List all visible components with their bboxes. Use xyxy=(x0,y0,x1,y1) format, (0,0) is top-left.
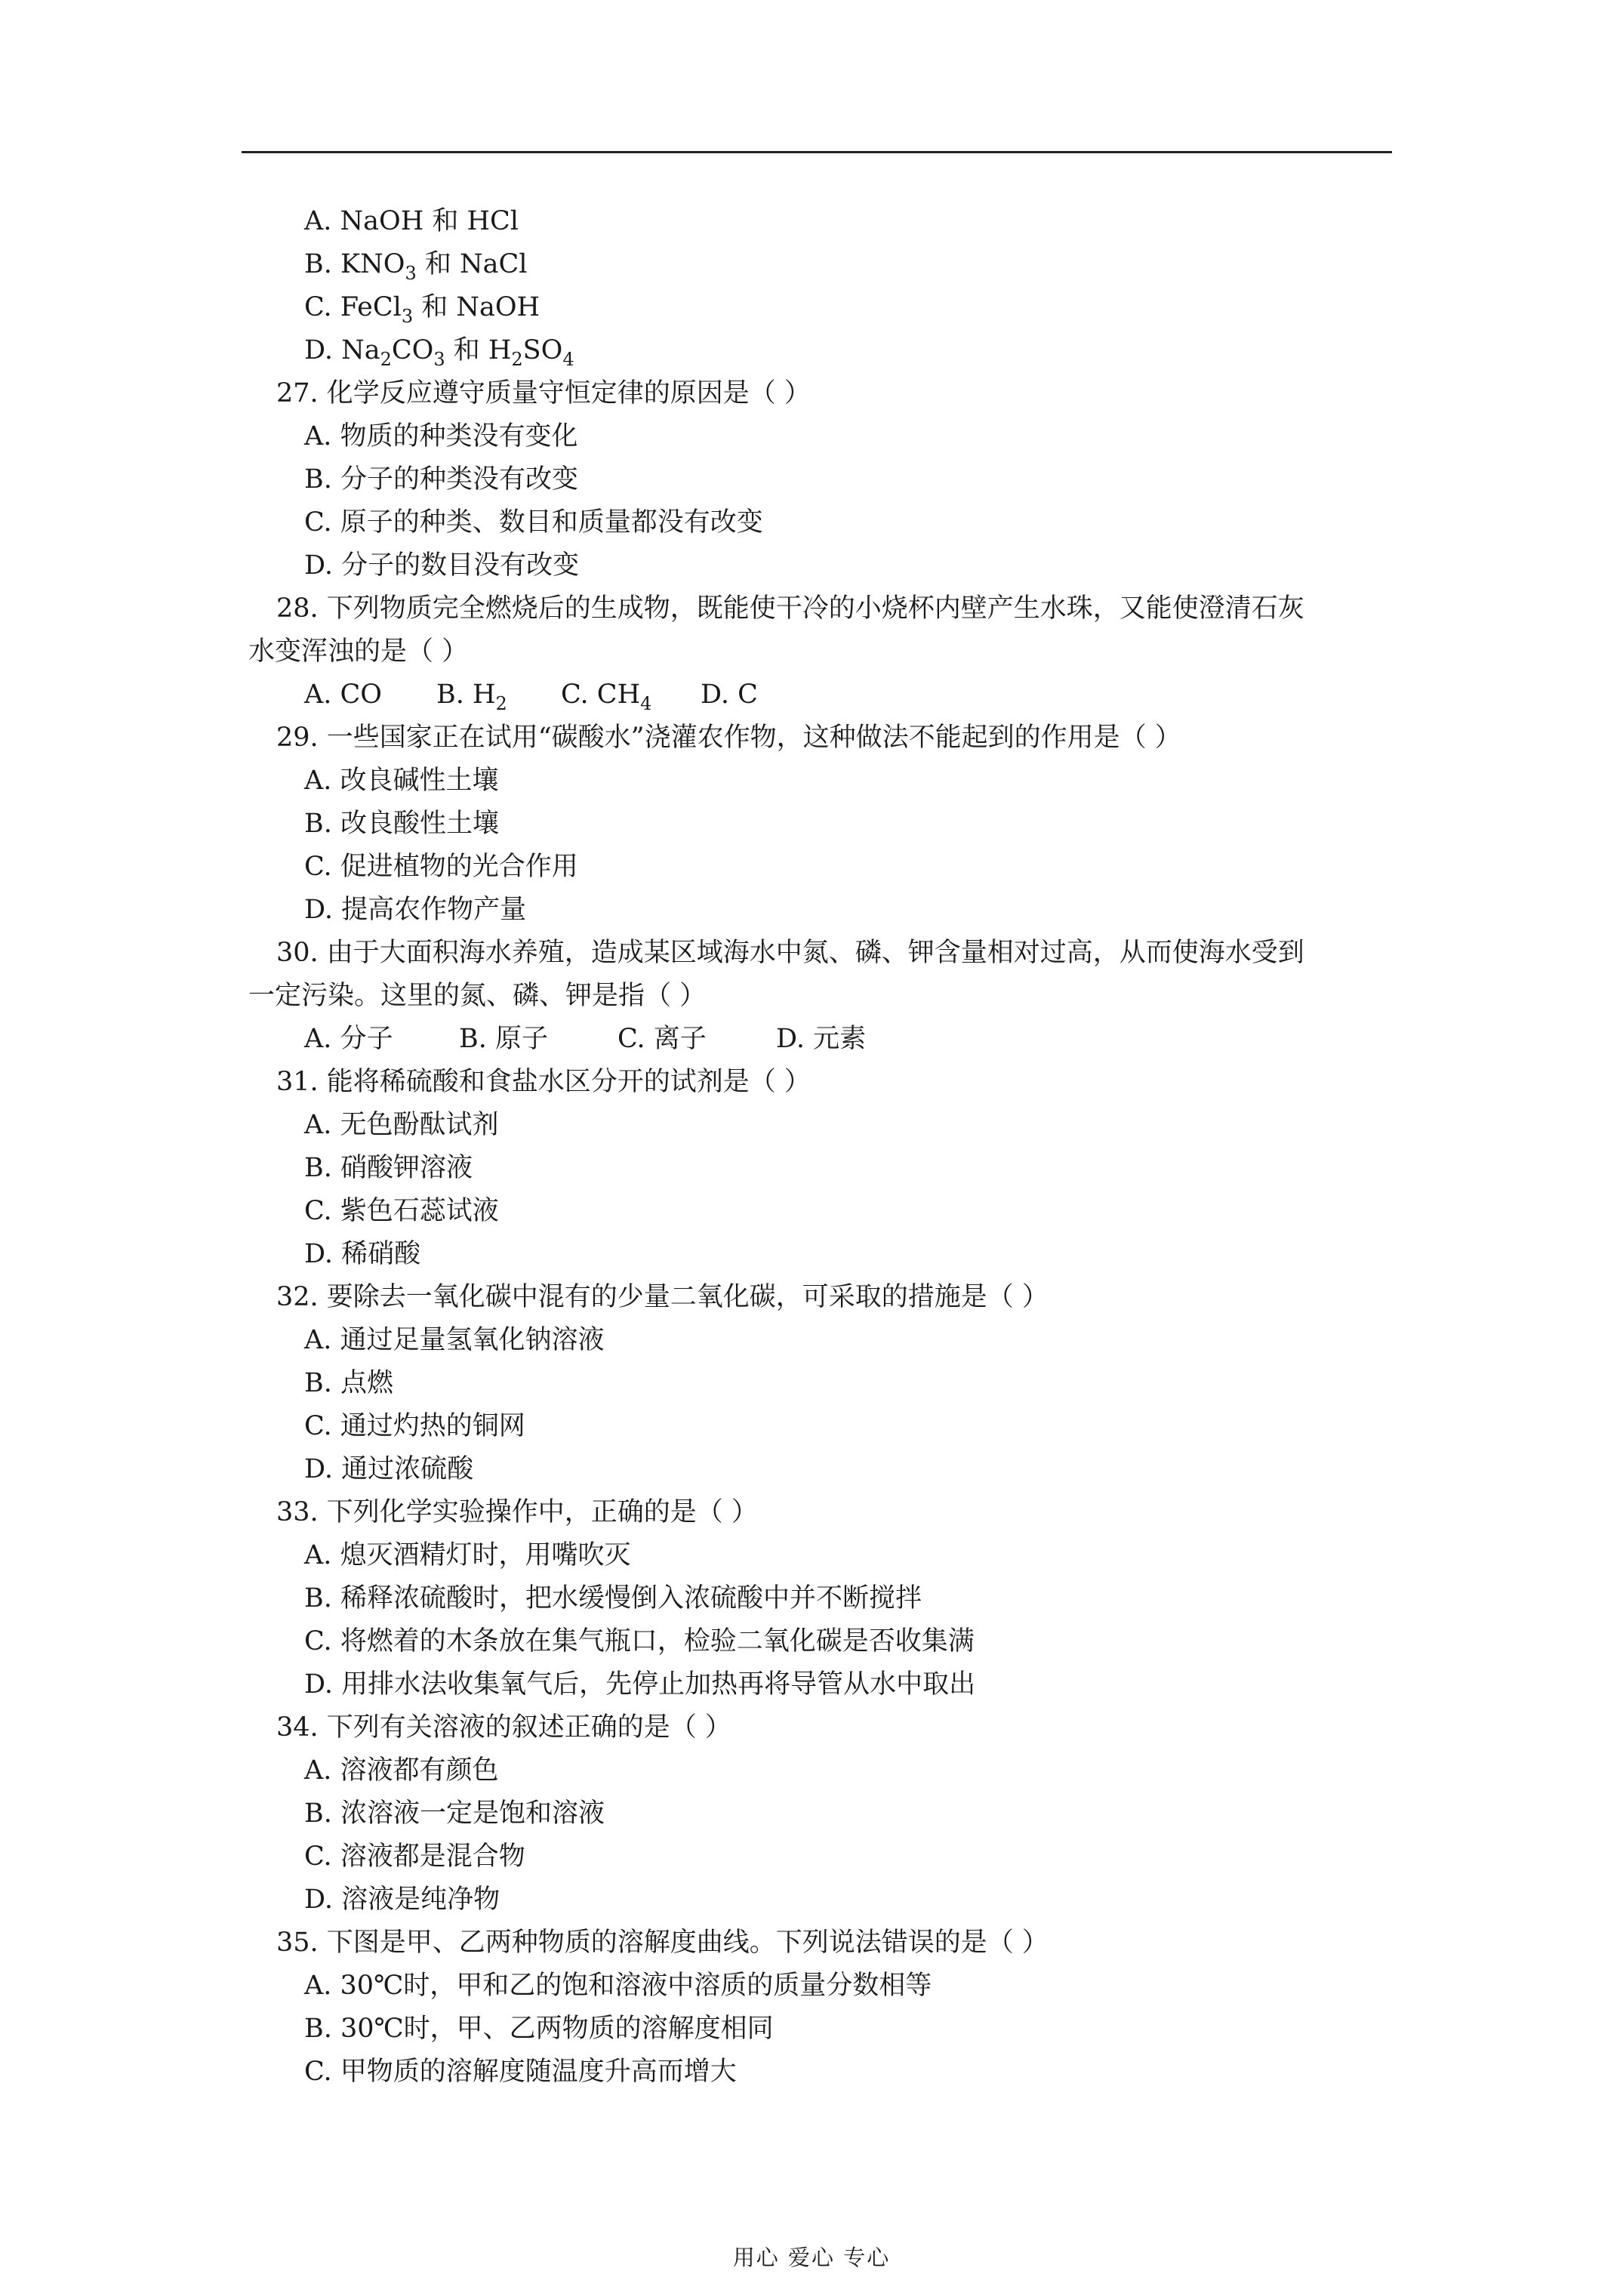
q35-option-c: C. 甲物质的溶解度随温度升高而增大 xyxy=(304,2057,737,2087)
q27-option-a: A. 物质的种类没有变化 xyxy=(304,421,578,451)
q28-option-d: D. C xyxy=(701,680,758,710)
q33-stem: 33. 下列化学实验操作中，正确的是（ ） xyxy=(276,1497,758,1527)
header-rule xyxy=(242,151,1392,153)
q29-option-a: A. 改良碱性土壤 xyxy=(304,766,499,796)
q26-option-a: A. NaOH 和 HCl xyxy=(304,206,519,236)
q28-stem-line1: 28. 下列物质完全燃烧后的生成物，既能使干冷的小烧杯内壁产生水珠，又能使澄清石灰 xyxy=(276,593,1304,624)
q30-stem-line2: 一定污染。这里的氮、磷、钾是指（ ） xyxy=(248,981,707,1011)
q35-option-b: B. 30℃时，甲、乙两物质的溶解度相同 xyxy=(304,2014,774,2044)
page-content xyxy=(0,200,1623,2094)
q32-option-d: D. 通过浓硫酸 xyxy=(304,1454,474,1484)
q33-option-c: C. 将燃着的木条放在集气瓶口，检验二氧化碳是否收集满 xyxy=(304,1626,975,1657)
page-footer: 用心 爱心 专心 xyxy=(732,2245,891,2270)
q34-stem: 34. 下列有关溶液的叙述正确的是（ ） xyxy=(276,1712,731,1743)
q29-option-c: C. 促进植物的光合作用 xyxy=(304,852,578,882)
q30-option-a: A. 分子 xyxy=(304,1024,393,1054)
q34-option-a: A. 溶液都有颜色 xyxy=(304,1755,499,1786)
q29-stem: 29. 一些国家正在试用“碳酸水”浇灌农作物，这种做法不能起到的作用是（ ） xyxy=(276,723,1181,753)
q30-option-d: D. 元素 xyxy=(776,1024,867,1054)
q35-stem: 35. 下图是甲、乙两种物质的溶解度曲线。下列说法错误的是（ ） xyxy=(276,1928,1049,1958)
q31-option-c: C. 紫色石蕊试液 xyxy=(304,1196,499,1226)
q30-option-c: C. 离子 xyxy=(617,1024,707,1054)
q29-option-b: B. 改良酸性土壤 xyxy=(304,809,499,839)
q26-option-b: B. $KNO_3$ 和 NaCl xyxy=(304,249,528,284)
q29-option-d: D. 提高农作物产量 xyxy=(304,895,527,925)
q30-options xyxy=(0,1018,1623,1061)
q34-option-c: C. 溶液都是混合物 xyxy=(304,1841,525,1872)
q27-stem: 27. 化学反应遵守质量守恒定律的原因是（ ） xyxy=(276,378,811,408)
q33-option-a: A. 熄灭酒精灯时，用嘴吹灭 xyxy=(304,1540,631,1570)
q32-stem: 32. 要除去一氧化碳中混有的少量二氧化碳，可采取的措施是（ ） xyxy=(276,1282,1049,1312)
q35-option-a: A. 30℃时，甲和乙的饱和溶液中溶质的质量分数相等 xyxy=(304,1971,932,2001)
q33-option-b: B. 稀释浓硫酸时，把水缓慢倒入浓硫酸中并不断搅拌 xyxy=(304,1583,922,1613)
q32-option-a: A. 通过足量氢氧化钠溶液 xyxy=(304,1325,605,1355)
q27-option-d: D. 分子的数目没有改变 xyxy=(304,550,580,581)
q31-option-a: A. 无色酚酞试剂 xyxy=(304,1110,499,1140)
q34-option-b: B. 浓溶液一定是饱和溶液 xyxy=(304,1798,605,1829)
q26-option-d: D. $Na_2CO_3$ 和 $H_2SO_4$ xyxy=(304,335,574,370)
q30-option-b: B. 原子 xyxy=(459,1024,548,1054)
q28-option-a: A. CO xyxy=(304,680,383,710)
q32-option-b: B. 点燃 xyxy=(304,1368,393,1398)
q33-option-d: D. 用排水法收集氧气后，先停止加热再将导管从水中取出 xyxy=(304,1669,976,1700)
q32-option-c: C. 通过灼热的铜网 xyxy=(304,1411,525,1441)
q26-option-c: C. FeCl$_3$ 和 NaOH xyxy=(304,292,540,327)
q28-option-c: C. $CH_4$ xyxy=(561,680,652,714)
q34-option-d: D. 溶液是纯净物 xyxy=(304,1885,500,1915)
q30-stem-line1: 30. 由于大面积海水养殖，造成某区域海水中氮、磷、钾含量相对过高，从而使海水受到 xyxy=(276,938,1304,968)
q27-option-c: C. 原子的种类、数目和质量都没有改变 xyxy=(304,507,763,538)
q28-option-b: B. $H_2$ xyxy=(436,680,507,714)
q28-stem-line2: 水变浑浊的是（ ） xyxy=(248,636,469,667)
q31-option-b: B. 硝酸钾溶液 xyxy=(304,1153,473,1183)
q28-options xyxy=(0,673,1623,717)
q31-stem: 31. 能将稀硫酸和食盐水区分开的试剂是（ ） xyxy=(276,1067,811,1097)
q27-option-b: B. 分子的种类没有改变 xyxy=(304,464,578,495)
q31-option-d: D. 稀硝酸 xyxy=(304,1239,421,1269)
